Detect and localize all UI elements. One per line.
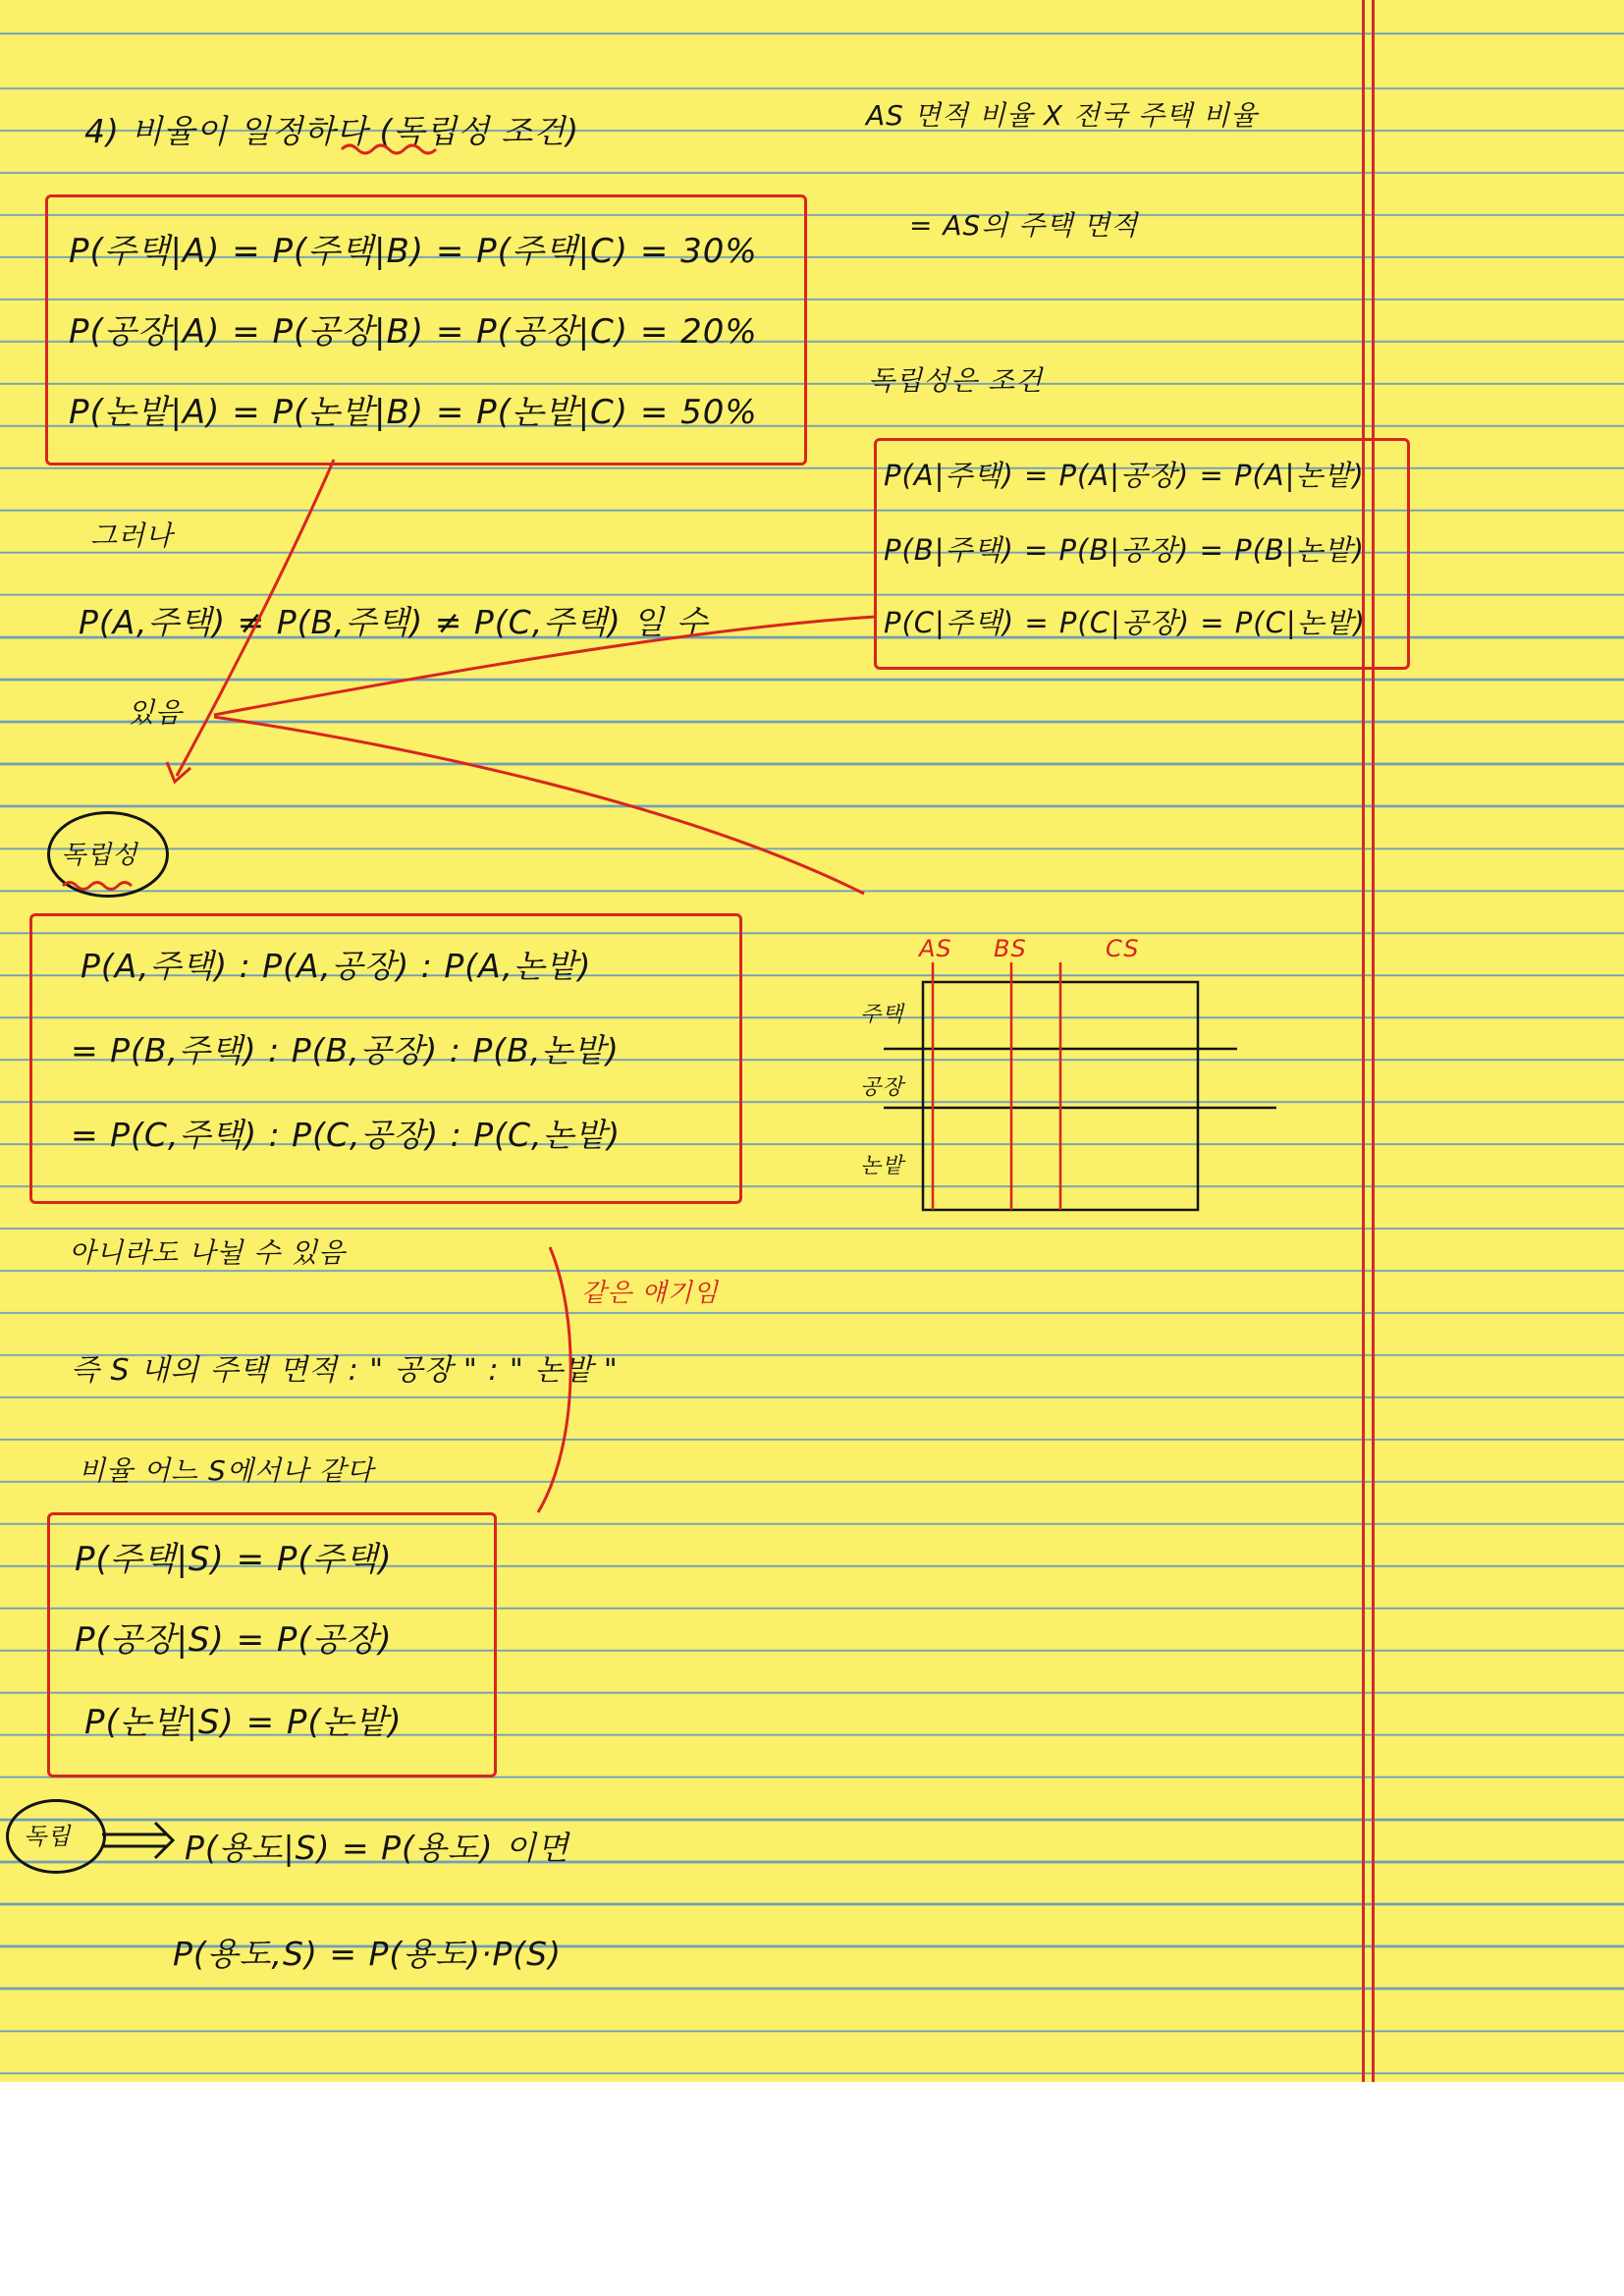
bracket-same-story [538,1247,570,1512]
region-grid-verticals [933,962,1060,1210]
box2-line2: = P(B,주택) : P(B,공장) : P(B,논밭) [71,1031,620,1069]
however-label: 그러나 [90,519,174,552]
grid-col-as: AS [919,935,952,962]
box1-line2: P(공장|A) = P(공장|B) = P(공장|C) = 20% [69,312,758,352]
note3: 비율 어느 S에서나 같다 [79,1454,374,1487]
squiggle-underline-title [342,145,436,153]
right-top-line1: AS 면적 비율 X 전국 주택 비율 [866,99,1258,132]
box2-line3: = P(C,주택) : P(C,공장) : P(C,논밭) [71,1116,622,1154]
box1-line3: P(논밭|A) = P(논밭|B) = P(논밭|C) = 50% [69,393,758,432]
however-line: P(A,주택) ≠ P(B,주택) ≠ P(C,주택) 일 수 [79,603,709,641]
note1: 아니라도 나뉠 수 있음 [69,1236,347,1269]
independent-circle-text: 독립 [24,1823,72,1850]
independence-word: 독립성 [61,841,138,870]
line-exists-to-grid [214,717,864,894]
arrow-box1-to-independence [177,460,334,776]
squiggle-underline-independence [63,883,132,890]
however-cont: 있음 [128,696,184,729]
region-landuse-grid [884,982,1276,1210]
note2: 즉 S 내의 주택 면적 : " 공장 " : " 논밭 " [71,1353,619,1388]
grid-col-cs: CS [1106,935,1140,962]
box2-line1: P(A,주택) : P(A,공장) : P(A,논밭) [81,947,592,985]
grid-row-factory: 공장 [860,1075,904,1100]
side-note: 같은 얘기임 [581,1279,719,1308]
line-exists-to-box4 [214,617,876,715]
box3-line1: P(주택|S) = P(주택) [75,1540,393,1579]
grid-col-bs: BS [994,935,1027,962]
box1-line1: P(주택|A) = P(주택|B) = P(주택|C) = 30% [69,232,758,271]
right-top-line2: = AS의 주택 면적 [909,209,1139,242]
box3-line2: P(공장|S) = P(공장) [75,1620,393,1660]
final-line2: P(용도,S) = P(용도)·P(S) [173,1935,562,1973]
grid-row-farm: 논밭 [860,1154,904,1178]
final-line1: P(용도|S) = P(용도) 이면 [185,1829,569,1867]
implies-arrow [102,1823,173,1858]
box4-line1: P(A|주택) = P(A|공장) = P(A|논밭) [884,459,1365,492]
section-title: 4) 비율이 일정하다 (독립성 조건) [84,112,580,150]
right-condition: 독립성은 조건 [868,364,1044,397]
box4-line3: P(C|주택) = P(C|공장) = P(C|논밭) [884,606,1366,639]
box4-line2: P(B|주택) = P(B|공장) = P(B|논밭) [884,533,1365,567]
box3-line3: P(논밭|S) = P(논밭) [84,1703,403,1742]
grid-row-house: 주택 [860,1003,904,1027]
